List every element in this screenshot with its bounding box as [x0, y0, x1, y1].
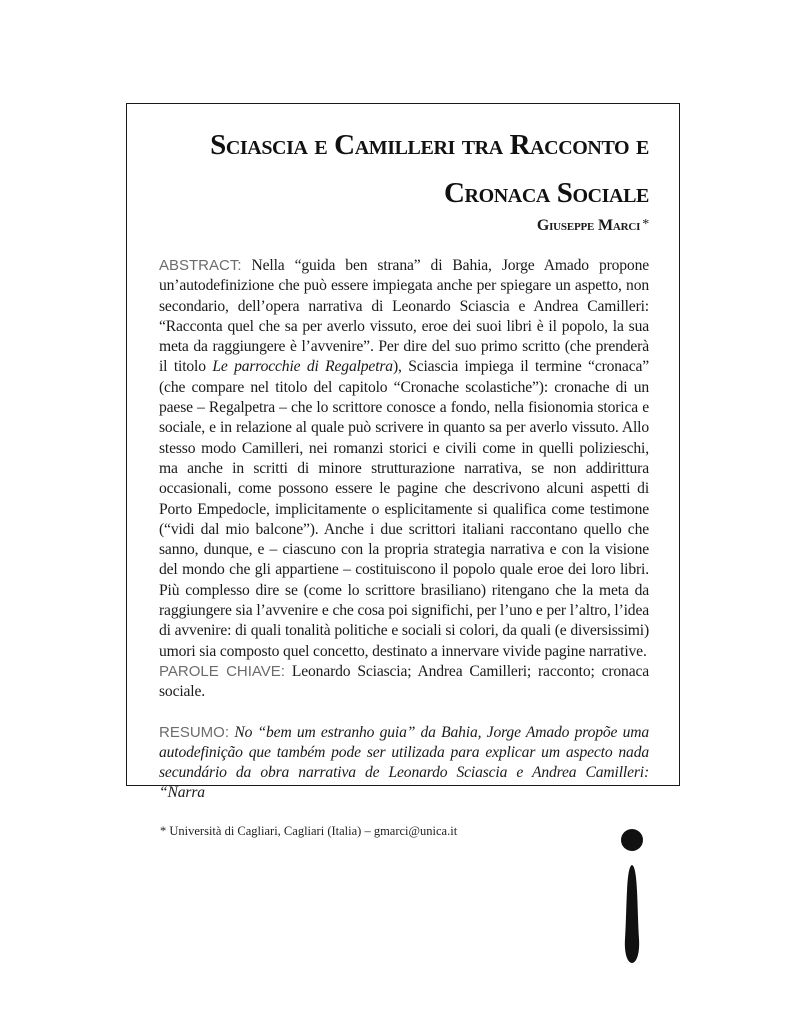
keywords-text: Leonardo Sciascia; Andrea Camilleri; racconto; cronaca sociale.: [159, 662, 650, 701]
keywords-paragraph: [159, 662, 649, 703]
author-footnote-mark: *: [642, 217, 649, 232]
resumo-paragraph: [159, 723, 649, 804]
article-title: [209, 121, 649, 217]
title-line-2: Cronaca Sociale: [443, 177, 649, 209]
author-footnote: * Università di Cagliari, Cagliari (Italia) – gmarci@unica.it: [160, 824, 458, 838]
abstract-label: ABSTRACT:: [159, 257, 242, 274]
abstract-work-title: Le parrocchie di Regalpetra: [212, 358, 393, 376]
abstract-text-1: Nella “guida ben strana” di Bahia, Jorge Amado propone un’autodefinizione che può essere impiegata anche per spiegare un aspetto, non secondario, dell’opera narrativa di Leonardo Sciascia e Andrea Camilleri: “Racconta quel che sa per averlo vissuto, eroe dei suoi libri è il popolo, la sua meta da raggiungere è l’avvenire”. Per dire del suo primo scritto (che prenderà il titolo: [159, 257, 649, 376]
abstract-block: [159, 256, 649, 804]
keywords-label: PAROLE CHIAVE:: [159, 662, 285, 680]
resumo-label: RESUMO:: [159, 723, 230, 741]
resumo-text: No “bem um estranho guia” da Bahia, Jorge Amado propõe uma autodefinição que também pode ser utilizada para explicar um aspecto nada secundário da obra narrativa de Leonardo Sciascia e Andrea Camilleri: “Narra: [159, 723, 649, 802]
abstract-paragraph: [159, 256, 649, 662]
article-frame: [126, 103, 680, 802]
author-name: [537, 217, 649, 235]
abstract-text-2: ), Sciascia impiega il termine “cronaca” (che compare nel titolo del capitolo “Cronache scolastiche”): cronache di un paese – Regalpetra – che lo scrittore conosce a fondo, nella fisionomia storica e sociale, e in relazione al quale può scrivere in quanto sa per averlo vissuto. Allo stesso modo Camilleri, nei romanzi storici e civili come in quelli polizieschi, ma anche in scritti di minore strutturazione narrativa, se non addirittura occasionali, come possono essere le pagine che descrivono alcuni aspetti di Porto Empedocle, implicitamente o esplicitamente si qualifica come testimone (“vidi dal mio balcone”). Anche i due scrittori italiani raccontano quello che sanno, dunque, e – ciascuno con la propria strategia narrativa e con la visione del mondo che gli appartiene – costituiscono il popolo quale eroe dei loro libri. Più complesso dire se (come lo scrittore brasiliano) ritengano che la meta da raggiungere sia l’avvenire e che cosa poi significhi, per l’uno e per l’altro, l’idea di avvenire: di quali tonalità politiche e sociali si colori, da quali (e diversissimi) umori sia composto quel concetto, destinato a innervare vivide pagine narrative.: [159, 358, 650, 660]
author-text: Giuseppe Marci: [536, 217, 641, 234]
title-line-1: Sciascia e Camilleri tra Racconto e: [210, 129, 649, 161]
journal-i-logo-icon: [618, 827, 646, 963]
